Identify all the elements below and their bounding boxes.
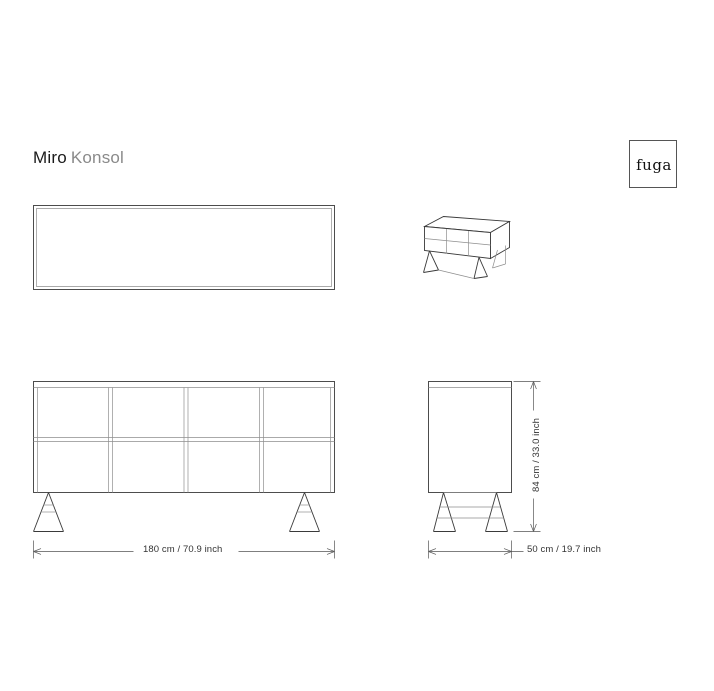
top-view-outline: [34, 206, 335, 290]
brand-logo-text: fuga: [636, 156, 672, 174]
perspective-view: [424, 217, 510, 279]
product-type: Konsol: [70, 148, 125, 167]
side-elevation: [429, 382, 512, 532]
product-name: Miro: [33, 148, 67, 167]
front-elevation: [34, 382, 335, 532]
dimension-label-depth: 50 cm / 19.7 inch: [527, 544, 602, 555]
dimension-label-width: 180 cm / 70.9 inch: [143, 544, 223, 555]
dimension-label-height: 84 cm / 33.0 inch: [531, 417, 542, 493]
